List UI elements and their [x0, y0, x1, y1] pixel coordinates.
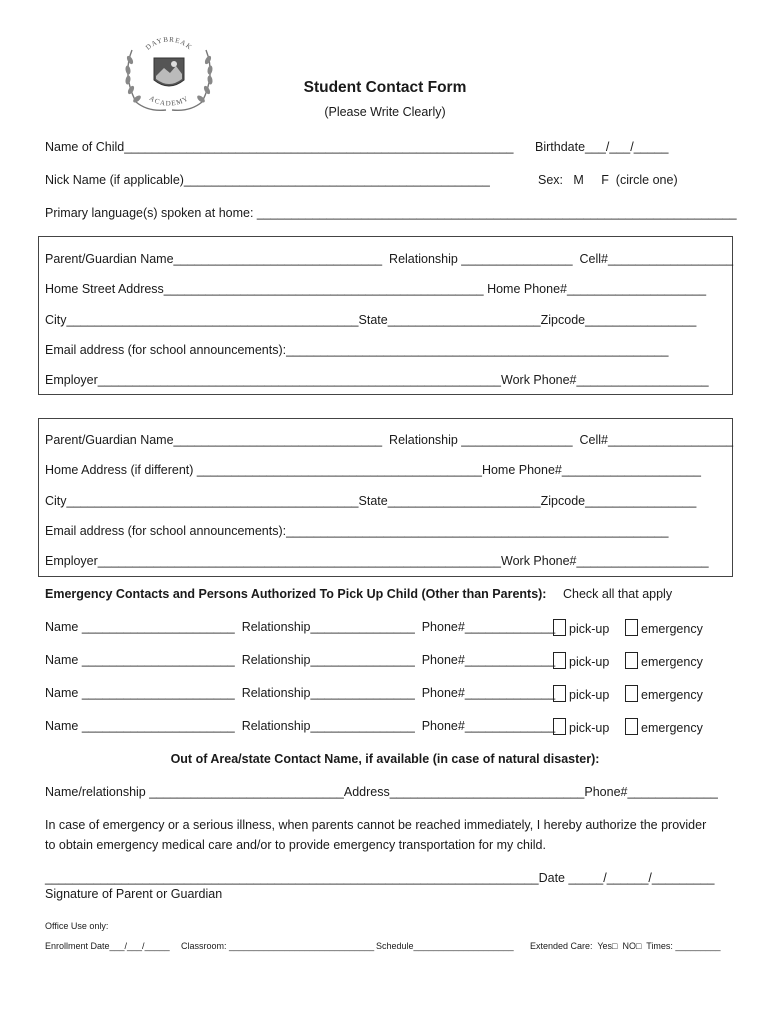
emergency-row-4-fields[interactable]: Name ______________________ Relationship_______________ Phone#_____________ [45, 719, 556, 733]
emergency-label: emergency [641, 688, 703, 702]
sex-field[interactable]: Sex: M F (circle one) [538, 173, 678, 187]
guardian-1-city-field[interactable]: City__________________________________________State______________________Zipcode________________ [45, 313, 697, 327]
guardian-2-name-field[interactable]: Parent/Guardian Name______________________________ Relationship ________________ Cell#__________________ [45, 433, 734, 447]
guardian-2-city-field[interactable]: City__________________________________________State______________________Zipcode________________ [45, 494, 697, 508]
emergency-checkbox[interactable] [625, 718, 638, 735]
language-field[interactable]: Primary language(s) spoken at home: _____________________________________________________________________ [45, 206, 737, 220]
pickup-checkbox[interactable] [553, 718, 566, 735]
logo-text-bottom: ACADEMY [147, 94, 191, 108]
child-name-field[interactable]: Name of Child________________________________________________________ [45, 140, 514, 154]
emergency-row-2-emergency[interactable] [625, 652, 703, 670]
svg-text:DAYBREAK [144, 36, 194, 52]
emergency-row-1-fields[interactable]: Name ______________________ Relationship_______________ Phone#_____________ [45, 620, 556, 634]
guardian-1-name-field[interactable]: Parent/Guardian Name______________________________ Relationship ________________ Cell#__________________ [45, 252, 734, 266]
pickup-checkbox[interactable] [553, 652, 566, 669]
emergency-row-4-emergency[interactable] [625, 718, 703, 736]
pickup-checkbox[interactable] [553, 685, 566, 702]
authorization-text-1: In case of emergency or a serious illness, when parents cannot be reached immediately, I hereby authorize the provider [45, 818, 707, 832]
pickup-checkbox[interactable] [553, 619, 566, 636]
emergency-heading: Emergency Contacts and Persons Authorized To Pick Up Child (Other than Parents): [45, 587, 547, 601]
pickup-label: pick-up [569, 688, 610, 702]
check-all-label: Check all that apply [563, 587, 673, 601]
emergency-row-3-pickup[interactable] [553, 685, 609, 703]
guardian-2-employer-field[interactable]: Employer__________________________________________________________Work Phone#___________________ [45, 554, 709, 568]
classroom-field[interactable]: Classroom: _____________________________ [181, 941, 375, 951]
emergency-label: emergency [641, 655, 703, 669]
logo-text-top: DAYBREAK [144, 35, 194, 52]
birthdate-field[interactable]: Birthdate___/___/_____ [535, 140, 669, 154]
emergency-checkbox[interactable] [625, 619, 638, 636]
signature-date-line[interactable]: _______________________________________________________________________Date _____/______/_________ [45, 871, 715, 885]
pickup-label: pick-up [569, 622, 610, 636]
emergency-row-3-fields[interactable]: Name ______________________ Relationship_______________ Phone#_____________ [45, 686, 556, 700]
guardian-1-email-field[interactable]: Email address (for school announcements):_______________________________________________________ [45, 343, 669, 357]
emergency-row-1-pickup[interactable] [553, 619, 609, 637]
extended-care-field[interactable]: Extended Care: Yes□ NO□ Times: _________ [530, 941, 721, 951]
guardian-2-address-field[interactable]: Home Address (if different) _________________________________________Home Phone#____________________ [45, 463, 701, 477]
emergency-row-1-emergency[interactable] [625, 619, 703, 637]
pickup-label: pick-up [569, 655, 610, 669]
form-subtitle: (Please Write Clearly) [324, 105, 446, 119]
emergency-checkbox[interactable] [625, 652, 638, 669]
emergency-checkbox[interactable] [625, 685, 638, 702]
office-use-label: Office Use only: [45, 921, 109, 931]
emergency-row-4-pickup[interactable] [553, 718, 609, 736]
emergency-row-2-fields[interactable]: Name ______________________ Relationship_______________ Phone#_____________ [45, 653, 556, 667]
guardian-1-address-field[interactable]: Home Street Address______________________________________________ Home Phone#____________________ [45, 282, 707, 296]
out-of-area-heading: Out of Area/state Contact Name, if available (in case of natural disaster): [170, 752, 600, 766]
nickname-field[interactable]: Nick Name (if applicable)____________________________________________ [45, 173, 490, 187]
pickup-label: pick-up [569, 721, 610, 735]
signature-label: Signature of Parent or Guardian [45, 887, 223, 901]
emergency-row-3-emergency[interactable] [625, 685, 703, 703]
emergency-label: emergency [641, 622, 703, 636]
authorization-text-2: to obtain emergency medical care and/or to provide emergency transportation for my child. [45, 838, 546, 852]
emergency-row-2-pickup[interactable] [553, 652, 609, 670]
out-of-area-fields[interactable]: Name/relationship ____________________________Address____________________________Phone#_____________ [45, 785, 718, 799]
guardian-2-email-field[interactable]: Email address (for school announcements):_______________________________________________________ [45, 524, 669, 538]
enrollment-date-field[interactable]: Enrollment Date___/___/_____ [45, 941, 170, 951]
guardian-1-employer-field[interactable]: Employer__________________________________________________________Work Phone#___________________ [45, 373, 709, 387]
schedule-field[interactable]: Schedule____________________ [376, 941, 514, 951]
emergency-label: emergency [641, 721, 703, 735]
form-title: Student Contact Form [303, 79, 467, 96]
